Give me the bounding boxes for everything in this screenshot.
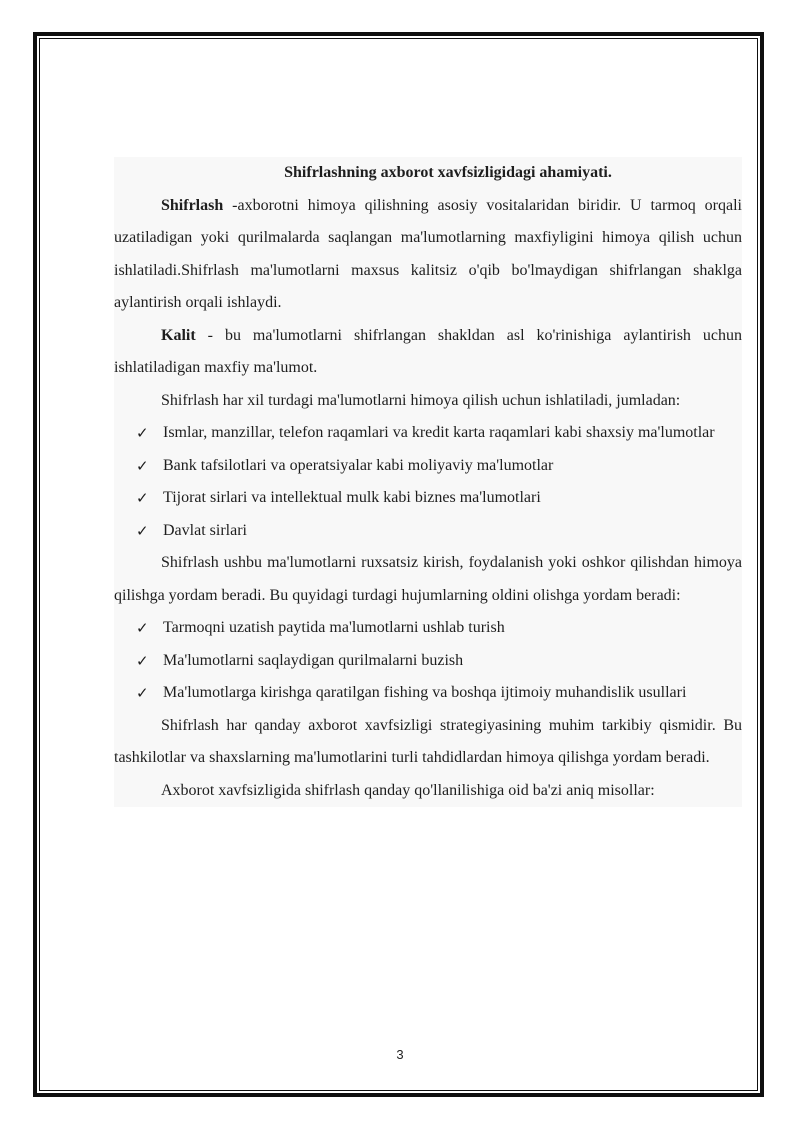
list-item [114, 677, 742, 710]
checkmark-icon: ✓ [136, 619, 149, 637]
attacks-list [114, 612, 742, 710]
list-item [114, 645, 742, 678]
page-number: 3 [396, 1047, 404, 1062]
list-item [114, 450, 742, 483]
checkmark-icon: ✓ [136, 489, 149, 507]
checkmark-icon: ✓ [136, 456, 149, 475]
paragraph-kalit [114, 320, 742, 385]
checkmark-icon: ✓ [136, 684, 149, 702]
paragraph-strategy: Shifrlash har qanday axborot xavfsizligi strategiyasining muhim tarkibiy qismidir. Bu tashkilotlar va shaxslarning ma'lumotlarini turli tahdidlardan himoya qilishga yordam beradi. [114, 716, 742, 766]
paragraph-examples: Axborot xavfsizligida shifrlash qanday qo'llanilishiga oid ba'zi aniq misollar: [161, 781, 655, 799]
checkmark-icon: ✓ [136, 521, 149, 540]
paragraph-protection: Shifrlash ushbu ma'lumotlarni ruxsatsiz kirish, foydalanish yoki oshkor qilishdan himoya qilishga yordam beradi. Bu quyidagi turdagi hujumlarning oldini olishga yordam beradi: [114, 554, 742, 604]
list-item-text: Tijorat sirlari va intellektual mulk kabi biznes ma'lumotlari [163, 489, 541, 506]
list-item [114, 515, 742, 548]
list-item-text: Ismlar, manzillar, telefon raqamlari va kredit karta raqamlari kabi shaxsiy ma'lumotlar [163, 424, 715, 441]
list-item [114, 482, 742, 515]
term-kalit: Kalit [161, 326, 196, 344]
list-item-text: Bank tafsilotlari va operatsiyalar kabi moliyaviy ma'lumotlar [163, 456, 554, 474]
list-item-text: Ma'lumotlarni saqlaydigan qurilmalarni buzish [163, 651, 464, 669]
list-item-text: Ma'lumotlarga kirishga qaratilgan fishing va boshqa ijtimoiy muhandislik usullari [163, 684, 687, 701]
paragraph-shifrlash-text: -axborotni himoya qilishning asosiy vositalaridan biridir. U tarmoq orqali uzatiladigan yoki qurilmalarda saqlangan ma'lumotlarning maxfiyligini himoya qilish uchun ishlatiladi.Shifrlash ma'lumotlarni maxsus kalitsiz o'qib bo'lmaydigan shifrlangan shaklga aylantirish orqali ishlaydi. [114, 196, 742, 311]
paragraph-kalit-text: - bu ma'lumotlarni shifrlangan shakldan asl ko'rinishiga aylantirish uchun ishlatiladigan maxfiy ma'lumot. [114, 326, 742, 376]
checkmark-icon: ✓ [136, 424, 149, 442]
paragraph-data-types: Shifrlash har xil turdagi ma'lumotlarni himoya qilish uchun ishlatiladi, jumladan: [161, 391, 681, 409]
list-item-text: Tarmoqni uzatish paytida ma'lumotlarni ushlab turish [163, 619, 505, 636]
paragraph-shifrlash [114, 190, 742, 320]
term-shifrlash: Shifrlash [161, 196, 224, 214]
document-title: Shifrlashning axborot xavfsizligidagi ahamiyati. [284, 164, 612, 181]
list-item-text: Davlat sirlari [163, 521, 247, 539]
list-item [114, 612, 742, 645]
data-types-list [114, 417, 742, 547]
checkmark-icon: ✓ [136, 651, 149, 670]
list-item [114, 417, 742, 450]
document-body [114, 157, 742, 807]
